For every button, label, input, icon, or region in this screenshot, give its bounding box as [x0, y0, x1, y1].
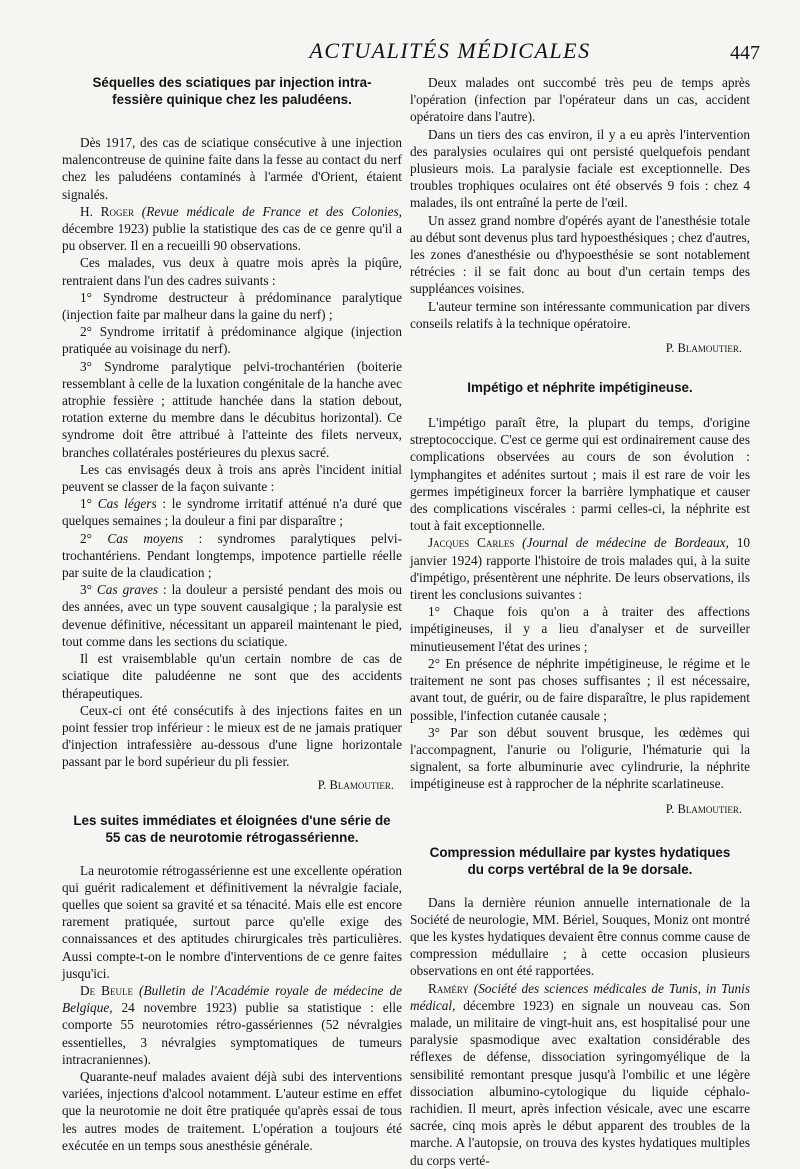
paragraph [62, 495, 402, 529]
running-title: ACTUALITÉS MÉDICALES [309, 38, 591, 63]
left-column [62, 74, 402, 1154]
case-category: Cas moyens [107, 530, 184, 546]
paragraph [62, 203, 402, 255]
author-name: Raméry [428, 980, 469, 996]
article-title-neurotomie: Les suites immédiates et éloignées d'une série de 55 cas de neurotomie rétrogassérienne. [73, 812, 391, 845]
paragraph: Ces malades, vus deux à quatre mois après la piqûre, rentraient dans l'un des cadres suivants : [62, 255, 402, 288]
source-citation: (Journal de médecine de Bordeaux, [522, 535, 729, 551]
paragraph: Deux malades ont succombé très peu de temps après l'opération (infection par l'opérateur dans un cas, accident opératoire dans l'autre). [410, 75, 750, 125]
case-category: Cas légers [97, 496, 157, 512]
source-citation: (Bulletin de l'Académie royale de médecine de Belgique, [62, 982, 402, 1016]
paragraph: 2° Syndrome irritatif à prédominance algique (injection pratiquée au voisinage du nerf). [62, 324, 402, 357]
article-title-sciatiques: Séquelles des sciatiques par injection intra-fessière quinique chez les paludéens. [92, 75, 372, 107]
author-name: De Beule [80, 982, 133, 998]
paragraph-text: 10 janvier 1924) rapporte l'histoire de trois malades qui, à la suite d'impétigo, présentèrent une néphrite. De leurs observations, ils tirent les conclusions suivantes : [410, 535, 750, 603]
article-title-kystes: Compression médullaire par kystes hydatiques du corps vertébral de la 9e dorsale. [429, 844, 731, 877]
paragraph: Un assez grand nombre d'opérés ayant de l'anesthésie totale au début sont devenus plus tard hypoesthésiques ; chez d'autres, les zones d'anesthésie ou d'hypoesthésie se sont notablement rétrécies : il se fait donc au bout d'un certain temps des suppléances voisines. [410, 212, 750, 297]
paragraph: Dans la dernière réunion annuelle internationale de la Société de neurologie, MM. Bériel, Souques, Moniz ont montré que les kystes hydatiques devaient être connus comme cause de compression médullaire ; à cette occasion plusieurs observations en ont été rapportées. [410, 894, 750, 979]
paragraph: 1° Syndrome destructeur à prédominance paralytique (injection faite par malheur dans la gaine du nerf) ; [62, 289, 402, 323]
paragraph: Ceux-ci ont été consécutifs à des injections faites en un point fessier trop inférieur : le mieux est de ne jamais pratiquer d'injection intrafessière au-dessous d'une ligne horizontale passant par le bord supérieur du pli fessier. [62, 702, 402, 770]
paragraph: 3° Syndrome paralytique pelvi-trochantérien (boiterie ressemblant à celle de la luxation congénitale de la hanche avec atrophie fessière ; attitude hanchée dans la station debout, rotation externe du membre dans le décubitus horizontal). Ce syndrome doit être attribué à l'atteinte des filets nerveux, branches collatérales postérieures du plexus sacré. [62, 358, 402, 460]
paragraph-text: 24 novembre 1923) publie sa statistique : elle comporte 55 neurotomies rétro-gassériennes (52 névralgies essentielles, 3 névralgies symptomatiques de tumeurs intracraniennes). [62, 1000, 402, 1067]
source-citation: (Société des sciences médicales de Tunis, in Tunis médical, [410, 980, 750, 1013]
author-name: H. Roger [80, 203, 135, 219]
paragraph-text: décembre 1923) publie la statistique des cas de ce genre qu'il a pu observer. Il en a recueilli 90 observations. [62, 221, 402, 254]
case-category: Cas graves [96, 582, 159, 598]
paragraph [410, 534, 750, 603]
paragraph: 1° Chaque fois qu'on a à traiter des affections impétigineuses, il y a lieu d'analyser et de surveiller minutieusement l'état des urines ; [410, 604, 750, 654]
paragraph: 3° Par son début souvent brusque, les œdèmes qui l'accompagnent, l'anurie ou l'oligurie, l'hématurie qui la signalent, sa forte albuminurie avec cylindrurie, la néphrite impétigineuse est à rapprocher de la néphrite scarlatineuse. [410, 724, 750, 792]
list-number: 1° [80, 496, 98, 512]
paragraph: L'auteur termine son intéressante communication par divers conseils relatifs à la technique opératoire. [410, 298, 750, 331]
paragraph: Quarante-neuf malades avaient déjà subi des interventions variées, injections d'alcool notamment. L'auteur estime en effet que la neurotomie ne doit être pratiquée qu'après essai de tous les autres modes de traitement. L'opération a toujours été exécutée en un temps sous anesthésie générale. [62, 1068, 402, 1153]
paragraph [62, 581, 402, 650]
paragraph-text: : la douleur a persisté pendant des mois ou des années, avec un type souvent causalgique ; la paralysie est devenue définitive, nécessitant un appareil maintenant le pied, tout comme dans les sections du sciatique. [62, 582, 402, 649]
list-number: 3° [80, 582, 97, 598]
paragraph: Les cas envisagés deux à trois ans après l'incident initial peuvent se classer de la façon suivante : [62, 461, 402, 495]
paragraph [410, 980, 750, 1169]
paragraph: 2° En présence de néphrite impétigineuse, le régime et le traitement ne sont pas choses suffisantes ; il est nécessaire, avant tout, de guérir, ou de faire disparaître, le plus rapidement possible, l'infection cutanée causale ; [410, 655, 750, 723]
page-number: 447 [730, 42, 760, 64]
article-title-impetigo: Impétigo et néphrite impétigineuse. [467, 380, 693, 396]
paragraph [62, 530, 402, 582]
author-signature: P. Blamoutier. [665, 341, 742, 356]
list-number: 2° [80, 530, 108, 546]
page-header [60, 38, 760, 68]
paragraph: Dès 1917, des cas de sciatique consécutive à une injection malencontreuse de quinine faite dans la fesse au contact du nerf chez les paludéens contaminés à l'armée d'Orient, étaient signalés. [62, 135, 402, 202]
paragraph: La neurotomie rétrogassérienne est une excellente opération qui guérit radicalement et définitivement la névralgie faciale, quelles que soient sa gravité et sa ténacité. Mais elle est encore rarement pratiquée, surtout parce qu'elle exige des connaissances et des aptitudes chirurgicales très particulières. Aussi compte-t-on le nombre d'interventions de ce genre faites jusqu'ici. [62, 862, 402, 981]
paragraph-text: : le syndrome irritatif atténué n'a duré que quelques semaines ; la douleur a fini par disparaître ; [62, 496, 402, 529]
paragraph: Dans un tiers des cas environ, il y a eu après l'intervention des paralysies oculaires qui ont persisté quelquefois pendant plusieurs mois. La paralysie faciale est exceptionnelle. Des troubles trophiques oculaires ont été observés 9 fois : chez 4 malades, ils ont entraîné la perte de l'œil. [410, 126, 750, 211]
author-name: Jacques Carles [428, 535, 515, 551]
paragraph-text: : syndromes paralytiques pelvi-trochantériens. Pendant longtemps, impotence partielle réelle par suite de la claudication ; [62, 530, 402, 581]
author-signature: P. Blamoutier. [317, 777, 394, 792]
paragraph [62, 982, 402, 1068]
author-signature: P. Blamoutier. [665, 801, 742, 816]
right-column [410, 74, 750, 1169]
source-citation: (Revue médicale de France et des Colonies, [141, 203, 403, 219]
paragraph: L'impétigo paraît être, la plupart du temps, d'origine streptococcique. C'est ce germe qui est ordinairement cause des complications observées au cours de son évolution : lymphangites et adénites surtout ; mais il est rare de voir les germes impétigineux forcer la barrière lymphatique et causer des complications viscérales : parmi celles-ci, la néphrite est tout à fait exceptionnelle. [410, 415, 750, 534]
paragraph-text: décembre 1923) en signale un nouveau cas. Son malade, un militaire de vingt-huit ans, est hospitalisé pour une paralysie spasmodique avec exaltation considérable des réflexes de défense, dissociation syringomyélique de la sensibilité remontant presque jusqu'à l'ombilic et une légère dissociation albumino-cytologique du liquide céphalo-rachidien. Il meurt, après infection vésicale, avec une escarre sacrée, cinq mois après le début apparent des troubles de la marche. A l'autopsie, on trouva des kystes hydatiques multiples du corps verté- [410, 997, 750, 1168]
paragraph: Il est vraisemblable qu'un certain nombre de cas de sciatique dite paludéenne ne sont que des accidents thérapeutiques. [62, 651, 402, 701]
